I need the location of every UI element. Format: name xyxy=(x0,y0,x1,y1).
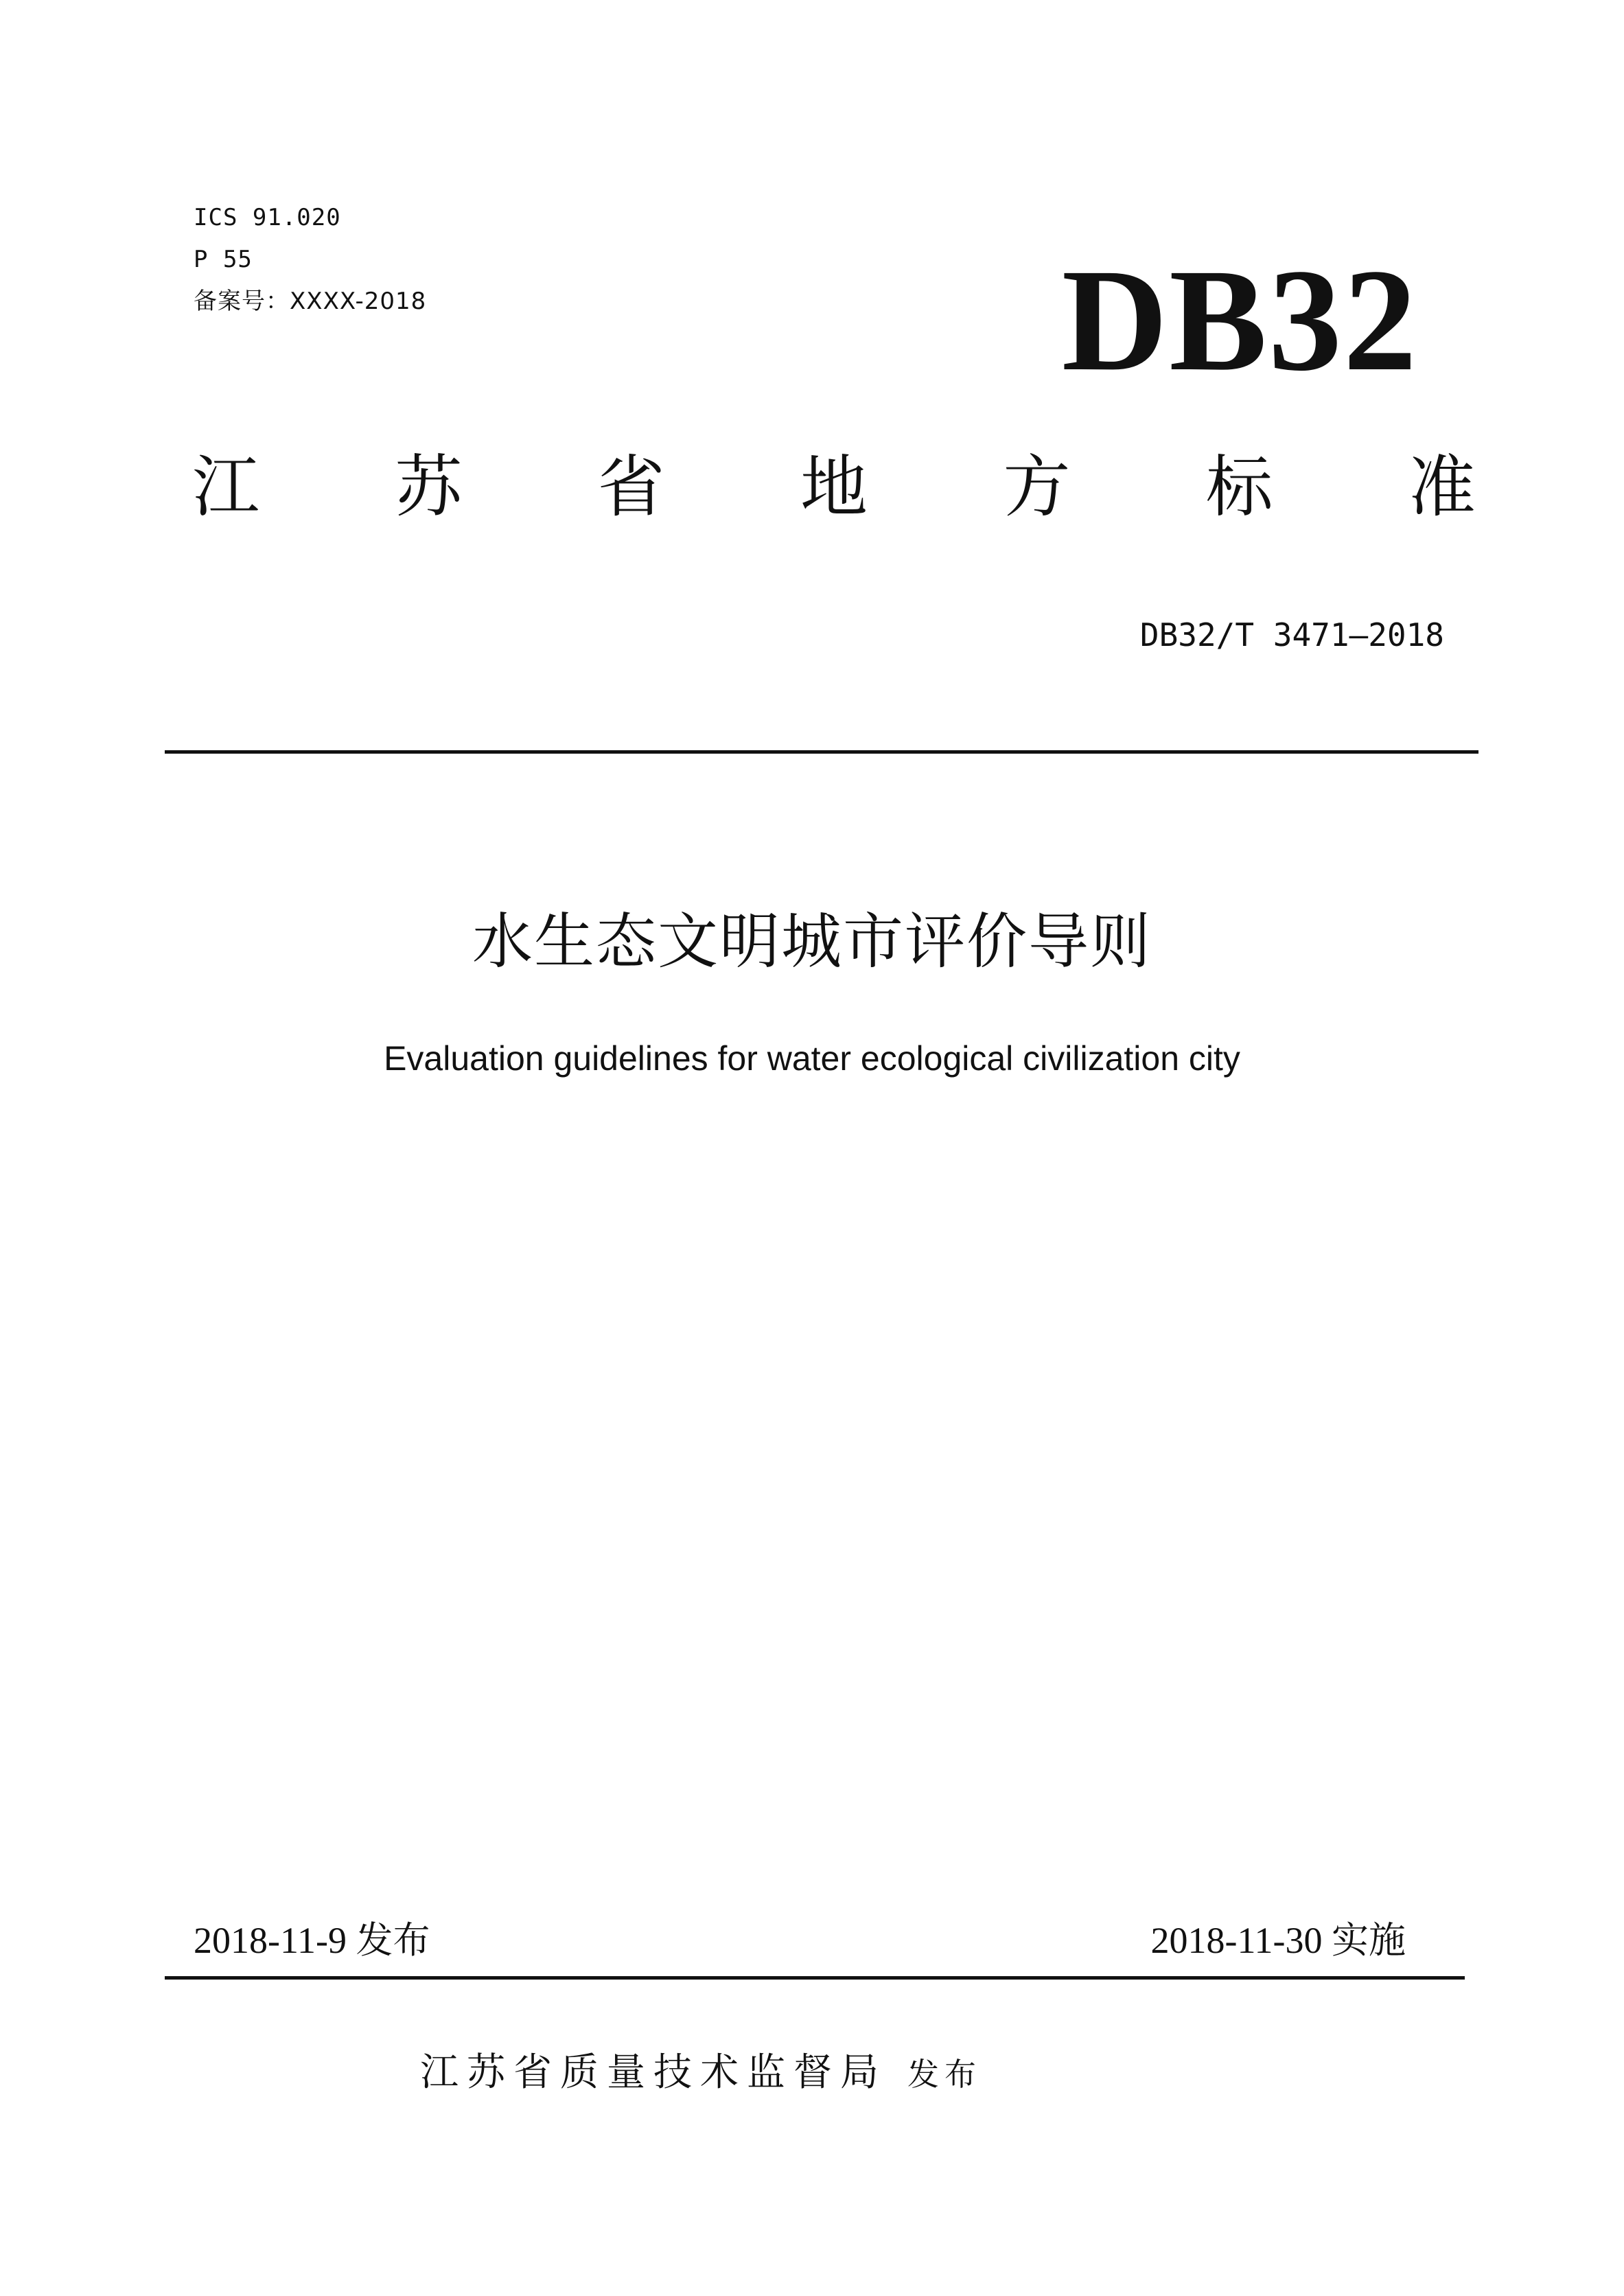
implementation-date: 2018-11-30 实施 xyxy=(1150,1920,1406,1961)
standard-number: DB32/T 3471—2018 xyxy=(1139,616,1444,653)
top-divider xyxy=(165,750,1478,754)
ics-code: ICS 91.020 xyxy=(194,204,341,231)
classification-code: P 55 xyxy=(194,246,253,273)
series-code: DB32 xyxy=(1061,239,1418,402)
standard-type-char: 苏 xyxy=(395,448,463,526)
issuer-name: 江苏省质量技术监督局 xyxy=(420,2050,887,2095)
standard-type-heading xyxy=(192,450,1476,525)
document-title-english: Evaluation guidelines for water ecological civilization city xyxy=(384,1039,1240,1078)
document-title-chinese: 水生态文明城市评价导则 xyxy=(472,906,1152,977)
standard-type-char: 方 xyxy=(1003,448,1071,526)
record-number: 备案号：XXXX-2018 xyxy=(194,288,427,315)
standard-type-char: 标 xyxy=(1205,448,1273,526)
issuer-suffix: 发布 xyxy=(907,2056,982,2093)
standard-type-char: 准 xyxy=(1408,448,1476,526)
standard-type-char: 省 xyxy=(597,448,665,526)
standard-type-char: 江 xyxy=(192,448,260,526)
issue-date: 2018-11-9 发布 xyxy=(194,1920,430,1961)
bottom-divider xyxy=(165,1976,1465,1980)
issuer-line xyxy=(420,2049,982,2098)
standard-type-char: 地 xyxy=(800,448,868,526)
